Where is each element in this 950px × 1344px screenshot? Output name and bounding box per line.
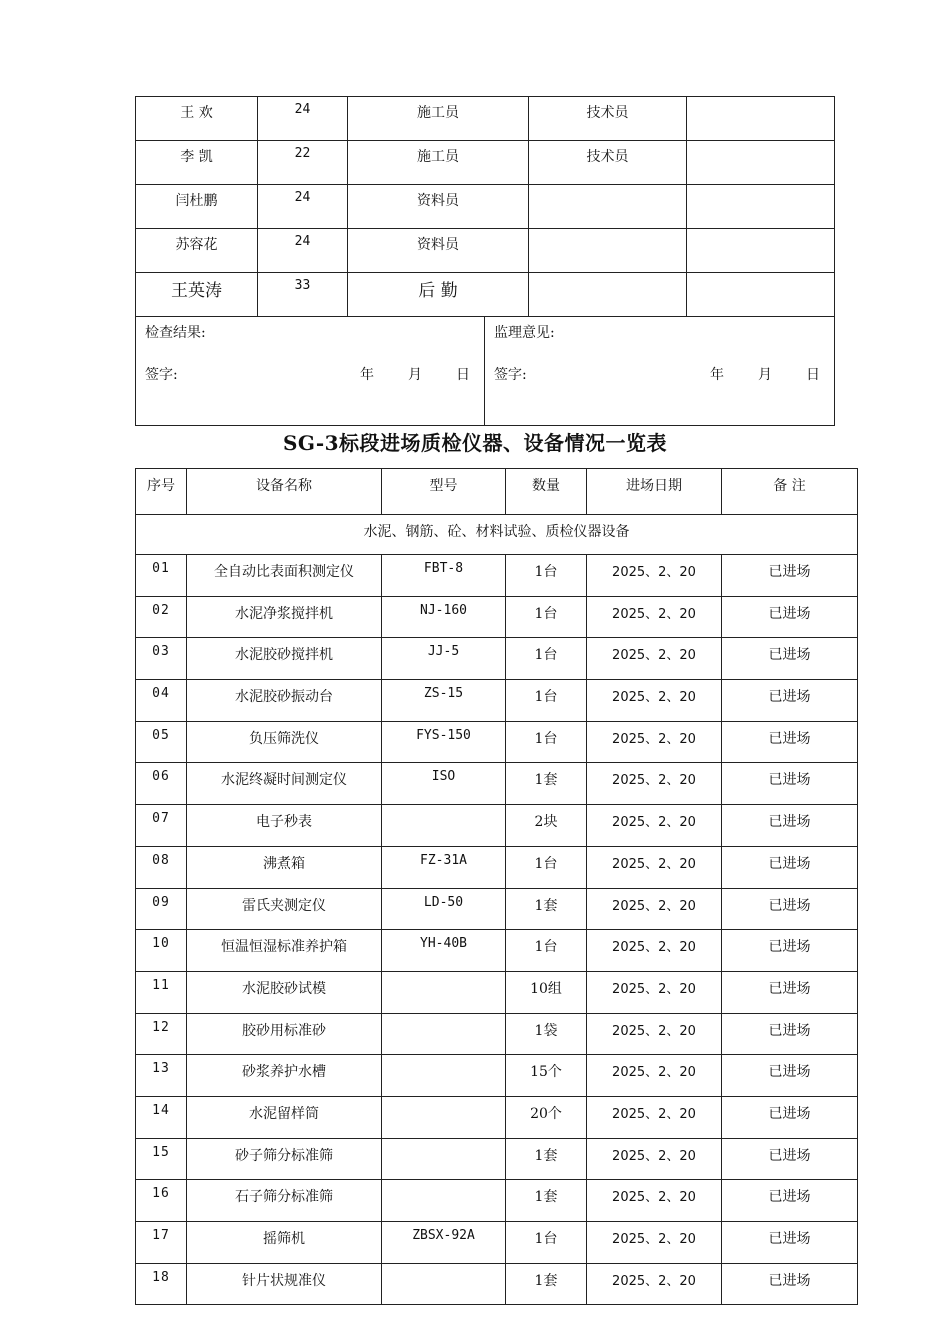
equipment-no-cell: 08 [136, 846, 187, 888]
staff-name-cell: 李 凯 [136, 141, 258, 185]
equipment-no-cell: 17 [136, 1222, 187, 1264]
equipment-model-cell [382, 971, 506, 1013]
day-label: 日 [806, 367, 820, 383]
staff-role-cell: 施工员 [348, 97, 529, 141]
equipment-remark-cell: 已进场 [722, 555, 858, 597]
equipment-name-cell: 全自动比表面积测定仪 [187, 555, 382, 597]
equipment-date-cell: 2025、2、20 [587, 1096, 722, 1138]
equipment-remark-cell: 已进场 [722, 638, 858, 680]
equipment-model-cell: FZ-31A [382, 846, 506, 888]
column-header: 型号 [382, 469, 506, 515]
staff-title-cell [529, 229, 687, 273]
equipment-qty-cell: 15个 [506, 1055, 587, 1097]
equipment-qty-cell: 1台 [506, 680, 587, 722]
staff-title-cell [529, 273, 687, 317]
inspection-sign-line [145, 364, 470, 384]
equipment-row [136, 1096, 858, 1138]
supervision-opinion-cell [485, 317, 835, 426]
staff-role-cell: 施工员 [348, 141, 529, 185]
equipment-name-cell: 水泥胶砂振动台 [187, 680, 382, 722]
equipment-no-cell: 14 [136, 1096, 187, 1138]
equipment-date-cell: 2025、2、20 [587, 1138, 722, 1180]
equipment-name-cell: 摇筛机 [187, 1222, 382, 1264]
equipment-remark-cell: 已进场 [722, 1013, 858, 1055]
column-header: 备 注 [722, 469, 858, 515]
staff-title-cell: 技术员 [529, 141, 687, 185]
equipment-qty-cell: 1台 [506, 721, 587, 763]
inspection-result-cell [136, 317, 485, 426]
equipment-date-cell: 2025、2、20 [587, 971, 722, 1013]
equipment-remark-cell: 已进场 [722, 1055, 858, 1097]
supervision-sign-line [494, 364, 820, 384]
equipment-no-cell: 12 [136, 1013, 187, 1055]
equipment-row [136, 638, 858, 680]
equipment-qty-cell: 20个 [506, 1096, 587, 1138]
equipment-date-cell: 2025、2、20 [587, 1013, 722, 1055]
staff-role-cell: 资料员 [348, 185, 529, 229]
staff-name-cell: 王 欢 [136, 97, 258, 141]
equipment-remark-cell: 已进场 [722, 1138, 858, 1180]
equipment-model-cell: JJ-5 [382, 638, 506, 680]
staff-row [136, 273, 835, 317]
equipment-date-cell: 2025、2、20 [587, 680, 722, 722]
equipment-name-cell: 胶砂用标准砂 [187, 1013, 382, 1055]
equipment-date-cell: 2025、2、20 [587, 846, 722, 888]
equipment-model-cell: NJ-160 [382, 596, 506, 638]
staff-age-cell: 33 [258, 273, 348, 317]
equipment-remark-cell: 已进场 [722, 1096, 858, 1138]
equipment-qty-cell: 2块 [506, 805, 587, 847]
equipment-date-cell: 2025、2、20 [587, 1180, 722, 1222]
equipment-qty-cell: 1套 [506, 1180, 587, 1222]
equipment-model-cell: FBT-8 [382, 555, 506, 597]
staff-age-cell: 24 [258, 97, 348, 141]
equipment-qty-cell: 1台 [506, 1222, 587, 1264]
staff-title-cell [529, 185, 687, 229]
equipment-qty-cell: 1台 [506, 930, 587, 972]
day-label: 日 [456, 367, 470, 383]
sign-row [136, 317, 835, 426]
equipment-row [136, 1138, 858, 1180]
equipment-row [136, 888, 858, 930]
equipment-model-cell [382, 1096, 506, 1138]
equipment-no-cell: 10 [136, 930, 187, 972]
column-header: 进场日期 [587, 469, 722, 515]
equipment-model-cell [382, 1263, 506, 1305]
equipment-date-cell: 2025、2、20 [587, 1263, 722, 1305]
staff-age-cell: 24 [258, 229, 348, 273]
equipment-row [136, 805, 858, 847]
column-header: 设备名称 [187, 469, 382, 515]
equipment-name-cell: 水泥留样筒 [187, 1096, 382, 1138]
equipment-remark-cell: 已进场 [722, 680, 858, 722]
equipment-remark-cell: 已进场 [722, 846, 858, 888]
year-label: 年 [710, 367, 724, 383]
equipment-no-cell: 18 [136, 1263, 187, 1305]
equipment-row [136, 971, 858, 1013]
section-label: 水泥、钢筋、砼、材料试验、质检仪器设备 [136, 515, 858, 555]
equipment-model-cell: YH-40B [382, 930, 506, 972]
equipment-model-cell: FYS-150 [382, 721, 506, 763]
equipment-qty-cell: 1套 [506, 1263, 587, 1305]
staff-row [136, 185, 835, 229]
sign-date [326, 364, 470, 384]
equipment-date-cell: 2025、2、20 [587, 1222, 722, 1264]
staff-name-cell: 闫杜鹏 [136, 185, 258, 229]
equipment-date-cell: 2025、2、20 [587, 763, 722, 805]
column-header: 序号 [136, 469, 187, 515]
equipment-table-body [136, 469, 858, 1305]
equipment-date-cell: 2025、2、20 [587, 721, 722, 763]
equipment-no-cell: 09 [136, 888, 187, 930]
equipment-no-cell: 03 [136, 638, 187, 680]
staff-age-cell: 22 [258, 141, 348, 185]
document-title: SG-3标段进场质检仪器、设备情况一览表 [282, 431, 668, 455]
equipment-date-cell: 2025、2、20 [587, 888, 722, 930]
equipment-name-cell: 针片状规准仪 [187, 1263, 382, 1305]
equipment-date-cell: 2025、2、20 [587, 930, 722, 972]
equipment-date-cell: 2025、2、20 [587, 638, 722, 680]
equipment-row [136, 1263, 858, 1305]
staff-row [136, 141, 835, 185]
equipment-no-cell: 06 [136, 763, 187, 805]
staff-row [136, 97, 835, 141]
staff-role-cell: 资料员 [348, 229, 529, 273]
equipment-name-cell: 水泥胶砂试模 [187, 971, 382, 1013]
equipment-no-cell: 11 [136, 971, 187, 1013]
equipment-section-row [136, 515, 858, 555]
inspection-result-label: 检查结果: [145, 325, 206, 341]
equipment-no-cell: 15 [136, 1138, 187, 1180]
equipment-model-cell: LD-50 [382, 888, 506, 930]
equipment-model-cell [382, 1180, 506, 1222]
equipment-remark-cell: 已进场 [722, 596, 858, 638]
supervision-opinion-label: 监理意见: [494, 325, 555, 341]
equipment-name-cell: 砂子筛分标准筛 [187, 1138, 382, 1180]
equipment-no-cell: 01 [136, 555, 187, 597]
equipment-qty-cell: 10组 [506, 971, 587, 1013]
equipment-no-cell: 04 [136, 680, 187, 722]
staff-note-cell [687, 97, 835, 141]
staff-name-cell: 苏容花 [136, 229, 258, 273]
equipment-date-cell: 2025、2、20 [587, 555, 722, 597]
staff-age-cell: 24 [258, 185, 348, 229]
equipment-name-cell: 水泥终凝时间测定仪 [187, 763, 382, 805]
equipment-name-cell: 雷氏夹测定仪 [187, 888, 382, 930]
equipment-row [136, 680, 858, 722]
equipment-header-row [136, 469, 858, 515]
year-label: 年 [360, 367, 374, 383]
equipment-row [136, 846, 858, 888]
equipment-no-cell: 07 [136, 805, 187, 847]
equipment-remark-cell: 已进场 [722, 1263, 858, 1305]
equipment-row [136, 721, 858, 763]
month-label: 月 [408, 367, 422, 383]
equipment-model-cell [382, 1013, 506, 1055]
equipment-table [135, 468, 858, 1305]
equipment-remark-cell: 已进场 [722, 930, 858, 972]
equipment-qty-cell: 1袋 [506, 1013, 587, 1055]
equipment-name-cell: 负压筛洗仪 [187, 721, 382, 763]
staff-note-cell [687, 141, 835, 185]
equipment-no-cell: 05 [136, 721, 187, 763]
equipment-name-cell: 砂浆养护水槽 [187, 1055, 382, 1097]
sign-label: 签字: [494, 367, 527, 383]
equipment-no-cell: 02 [136, 596, 187, 638]
staff-table [135, 96, 835, 426]
equipment-row [136, 930, 858, 972]
sign-label: 签字: [145, 367, 178, 383]
equipment-name-cell: 石子筛分标准筛 [187, 1180, 382, 1222]
equipment-remark-cell: 已进场 [722, 1222, 858, 1264]
equipment-model-cell: ZS-15 [382, 680, 506, 722]
staff-role-cell: 后 勤 [348, 273, 529, 317]
equipment-row [136, 596, 858, 638]
equipment-model-cell: ISO [382, 763, 506, 805]
month-label: 月 [758, 367, 772, 383]
equipment-name-cell: 沸煮箱 [187, 846, 382, 888]
equipment-date-cell: 2025、2、20 [587, 805, 722, 847]
equipment-date-cell: 2025、2、20 [587, 596, 722, 638]
staff-note-cell [687, 273, 835, 317]
equipment-row [136, 1222, 858, 1264]
equipment-remark-cell: 已进场 [722, 1180, 858, 1222]
column-header: 数量 [506, 469, 587, 515]
equipment-date-cell: 2025、2、20 [587, 1055, 722, 1097]
equipment-no-cell: 16 [136, 1180, 187, 1222]
equipment-remark-cell: 已进场 [722, 721, 858, 763]
staff-note-cell [687, 185, 835, 229]
equipment-qty-cell: 1台 [506, 846, 587, 888]
equipment-remark-cell: 已进场 [722, 805, 858, 847]
equipment-remark-cell: 已进场 [722, 888, 858, 930]
equipment-qty-cell: 1台 [506, 555, 587, 597]
equipment-row [136, 1055, 858, 1097]
equipment-name-cell: 水泥净浆搅拌机 [187, 596, 382, 638]
equipment-row [136, 763, 858, 805]
equipment-row [136, 555, 858, 597]
staff-table-body [136, 97, 835, 426]
equipment-model-cell [382, 1138, 506, 1180]
equipment-name-cell: 恒温恒湿标准养护箱 [187, 930, 382, 972]
equipment-name-cell: 电子秒表 [187, 805, 382, 847]
equipment-qty-cell: 1套 [506, 888, 587, 930]
equipment-model-cell [382, 805, 506, 847]
equipment-qty-cell: 1台 [506, 638, 587, 680]
equipment-name-cell: 水泥胶砂搅拌机 [187, 638, 382, 680]
equipment-qty-cell: 1套 [506, 763, 587, 805]
equipment-model-cell [382, 1055, 506, 1097]
equipment-qty-cell: 1套 [506, 1138, 587, 1180]
staff-note-cell [687, 229, 835, 273]
equipment-row [136, 1013, 858, 1055]
equipment-qty-cell: 1台 [506, 596, 587, 638]
equipment-no-cell: 13 [136, 1055, 187, 1097]
staff-row [136, 229, 835, 273]
staff-title-cell: 技术员 [529, 97, 687, 141]
equipment-model-cell: ZBSX-92A [382, 1222, 506, 1264]
equipment-remark-cell: 已进场 [722, 971, 858, 1013]
equipment-remark-cell: 已进场 [722, 763, 858, 805]
staff-name-cell: 王英涛 [136, 273, 258, 317]
equipment-row [136, 1180, 858, 1222]
sign-date [676, 364, 820, 384]
